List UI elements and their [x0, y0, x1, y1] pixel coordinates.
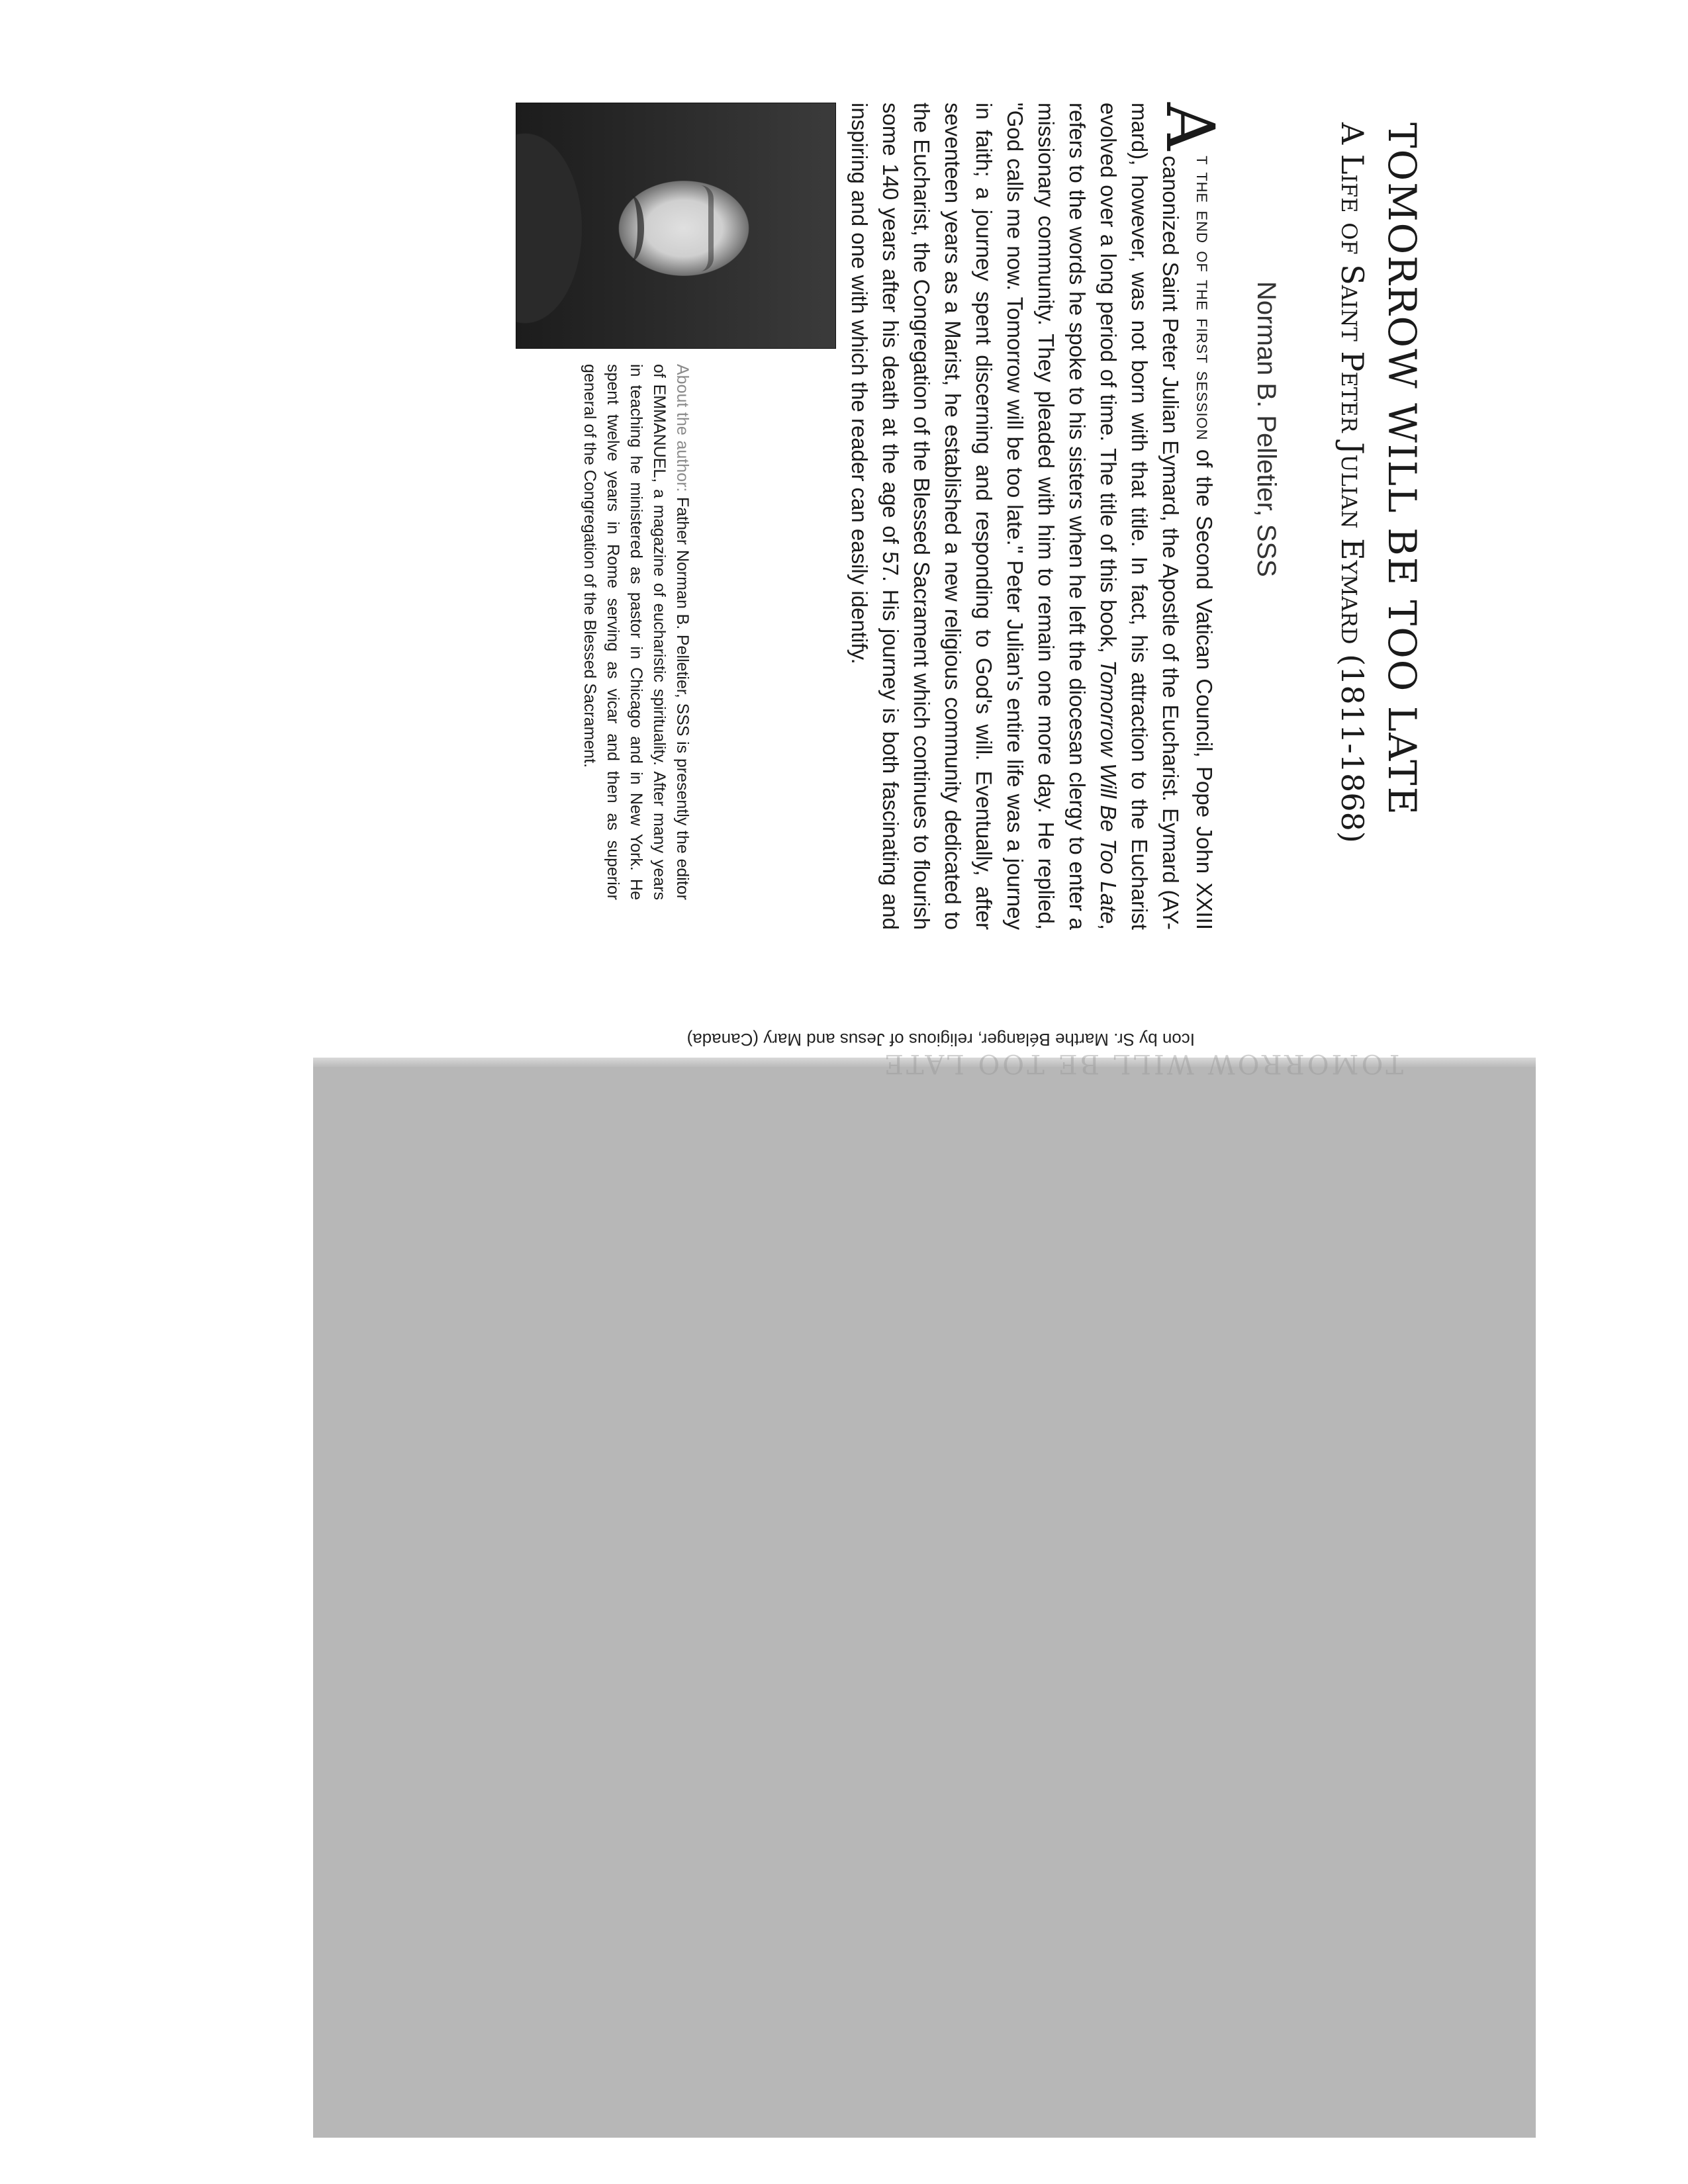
front-cover-gray-panel	[313, 1067, 1536, 2138]
intro-book-title-italic: Tomorrow Will Be Too Late	[1096, 660, 1121, 924]
intro-text-part-2: , refers to the words he spoke to his sisters when he left the diocesan clergy to enter a missionary community. They pleaded with him to remain one more day. He replied, "God calls me now. Tomorrow will be too late." Peter Julian's entire life was a journey in faith; a journey spent discerning and responding to God's will. Eventually, after seventeen years as a Marist, he established a new religious community dedicated to the Eucharist, the Congregation of the Blessed Sacrament which continues to flourish some 140 years after his death at the age of 57. His journey is both fascinating and inspiring and one with which the reader can easily identify.	[847, 103, 1121, 930]
back-cover	[406, 103, 1432, 930]
about-author-label: About the author:	[673, 364, 692, 492]
portrait-eyes-detail	[682, 185, 714, 271]
about-author-paragraph	[578, 364, 694, 900]
front-cover-faded-title: TOMORROW WILL BE TOO LATE	[881, 1048, 1403, 1079]
drop-cap: A	[1151, 103, 1229, 151]
about-author-text: Father Norman B. Pelletier, SSS is presently the editor of EMMANUEL, a magazine of eucharistic spirituality. After many years in teaching he ministered as pastor in Chicago and in New York. He spent twelve years in Rome serving as vicar and then as superior general of the Congregation of the Blessed Sacrament.	[581, 364, 692, 901]
icon-credit-caption: Icon by Sr. Marthe Bélanger, religious of Jesus and Mary (Canada)	[686, 1030, 1195, 1050]
author-portrait-photo	[516, 103, 836, 349]
intro-text-part-1: of the Second Vatican Council, Pope John XXIII canonized Saint Peter Julian Eymard, the Apostle of the Eucharist. Eymard (AY-mard), however, was not born with that title. In fact, his attraction to the Eucharist evolved over a long period of time. The title of this book,	[1096, 103, 1217, 930]
portrait-mouth-detail	[618, 195, 644, 261]
intro-paragraph	[844, 103, 1229, 930]
author-name: Norman B. Pelletier, SSS	[1252, 281, 1281, 577]
lead-in-small-caps: T THE END OF THE FIRST SESSION	[1194, 156, 1210, 441]
book-title: TOMORROW WILL BE TOO LATE	[1380, 122, 1425, 816]
book-subtitle: A Life of Saint Peter Julian Eymard (1811-1868)	[1335, 122, 1370, 843]
